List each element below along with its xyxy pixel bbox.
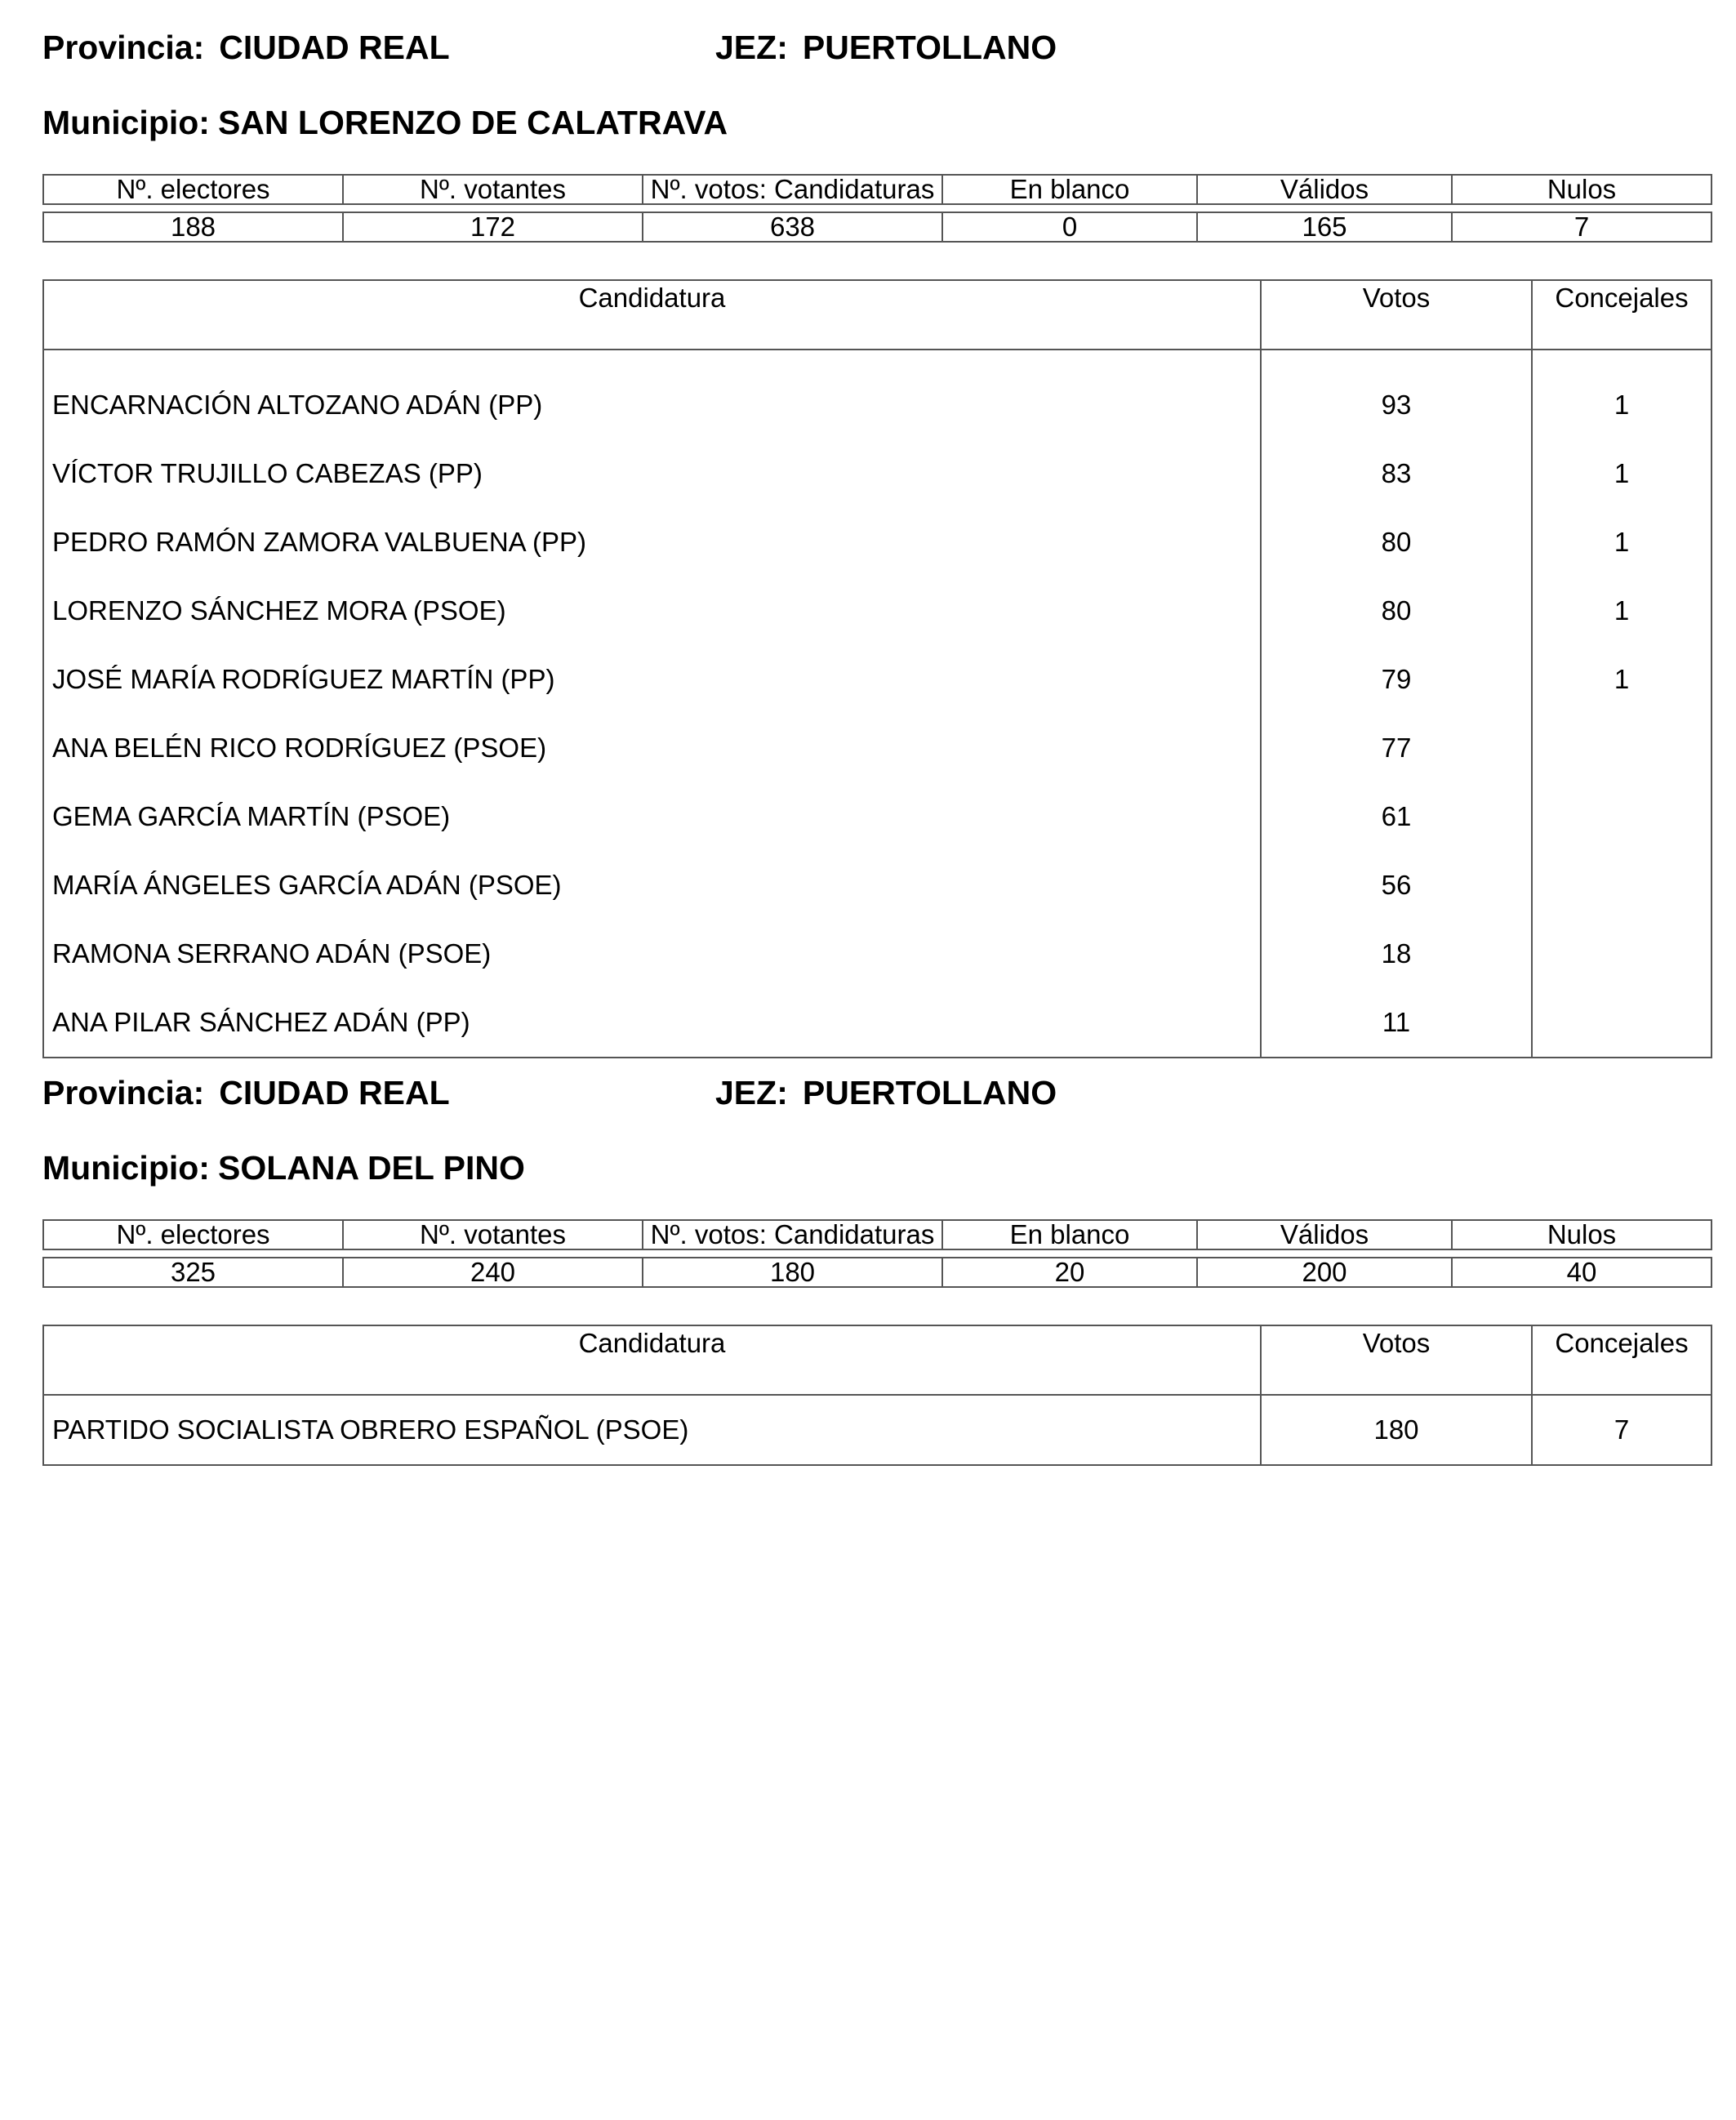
candidate-name: RAMONA SERRANO ADÁN (PSOE) — [43, 920, 1261, 988]
jez-label: JEZ: — [715, 29, 788, 66]
header-votos: Votos — [1261, 280, 1532, 350]
header-electores: Nº. electores — [43, 1220, 343, 1249]
header-votantes: Nº. votantes — [343, 1220, 643, 1249]
table-row — [43, 645, 1712, 714]
candidate-name: JOSÉ MARÍA RODRÍGUEZ MARTÍN (PP) — [43, 645, 1261, 714]
jez-label: JEZ: — [715, 1074, 788, 1111]
jez-line — [715, 1072, 1057, 1113]
candidate-concejales: 1 — [1614, 527, 1630, 557]
candidates-table — [42, 1325, 1712, 1466]
candidates-header-row — [43, 1325, 1712, 1395]
municipio-value: SOLANA DEL PINO — [217, 1149, 525, 1187]
candidate-votes: 56 — [1261, 851, 1532, 920]
header-candidatura: Candidatura — [43, 280, 1261, 350]
jez-value: PUERTOLLANO — [802, 1074, 1057, 1111]
summary-header-row — [43, 175, 1712, 204]
value-nulos: 40 — [1452, 1258, 1712, 1287]
candidate-votes: 61 — [1261, 782, 1532, 851]
provincia-value: CIUDAD REAL — [219, 29, 450, 66]
municipio-value: SAN LORENZO DE CALATRAVA — [217, 104, 728, 141]
header-votos: Votos — [1261, 1325, 1532, 1395]
table-row — [43, 714, 1712, 782]
value-electores: 188 — [43, 212, 343, 242]
provincia-value: CIUDAD REAL — [219, 1074, 450, 1111]
value-en-blanco: 0 — [942, 212, 1197, 242]
table-row — [43, 1395, 1712, 1465]
municipio-label: Municipio: — [42, 104, 210, 141]
header-concejales: Concejales — [1532, 280, 1712, 350]
header-votos-candidaturas: Nº. votos: Candidaturas — [643, 1220, 942, 1249]
header-validos: Válidos — [1197, 175, 1452, 204]
value-votos-candidaturas: 180 — [643, 1258, 942, 1287]
candidate-concejales — [1532, 988, 1712, 1058]
table-row — [43, 782, 1712, 851]
header-nulos: Nulos — [1452, 175, 1712, 204]
candidate-concejales: 1 — [1614, 595, 1630, 626]
value-electores: 325 — [43, 1258, 343, 1287]
table-row — [43, 851, 1712, 920]
candidate-votes: 79 — [1261, 645, 1532, 714]
table-row — [43, 350, 1712, 439]
candidate-concejales — [1532, 782, 1712, 851]
value-votantes: 240 — [343, 1258, 643, 1287]
value-validos: 200 — [1197, 1258, 1452, 1287]
summary-header-row — [43, 1220, 1712, 1249]
header-en-blanco: En blanco — [942, 1220, 1197, 1249]
provincia-label: Provincia: — [42, 29, 205, 66]
candidate-votes: 11 — [1261, 988, 1532, 1058]
candidate-name: ANA BELÉN RICO RODRÍGUEZ (PSOE) — [43, 714, 1261, 782]
provincia-line — [42, 27, 450, 68]
header-votantes: Nº. votantes — [343, 175, 643, 204]
table-row — [43, 988, 1712, 1058]
summary-table — [42, 1219, 1712, 1288]
table-row — [43, 439, 1712, 508]
candidate-name: PEDRO RAMÓN ZAMORA VALBUENA (PP) — [43, 508, 1261, 577]
candidate-name: PARTIDO SOCIALISTA OBRERO ESPAÑOL (PSOE) — [43, 1395, 1261, 1465]
header-nulos: Nulos — [1452, 1220, 1712, 1249]
candidate-votes: 180 — [1261, 1395, 1532, 1465]
provincia-label: Provincia: — [42, 1074, 205, 1111]
summary-value-row — [43, 212, 1712, 242]
value-nulos: 7 — [1452, 212, 1712, 242]
header-validos: Válidos — [1197, 1220, 1452, 1249]
municipio-line — [42, 1147, 525, 1188]
header-concejales: Concejales — [1532, 1325, 1712, 1395]
table-row — [43, 920, 1712, 988]
candidate-name: ANA PILAR SÁNCHEZ ADÁN (PP) — [43, 988, 1261, 1058]
candidate-concejales: 1 — [1614, 664, 1630, 694]
candidate-concejales — [1532, 714, 1712, 782]
candidate-votes: 77 — [1261, 714, 1532, 782]
candidate-name: VÍCTOR TRUJILLO CABEZAS (PP) — [43, 439, 1261, 508]
candidate-name: ENCARNACIÓN ALTOZANO ADÁN (PP) — [43, 350, 1261, 439]
candidates-table — [42, 279, 1712, 1058]
candidate-votes: 80 — [1261, 577, 1532, 645]
summary-value-row — [43, 1258, 1712, 1287]
candidate-votes: 18 — [1261, 920, 1532, 988]
candidate-concejales: 1 — [1614, 458, 1630, 488]
candidate-concejales — [1532, 851, 1712, 920]
table-row — [43, 508, 1712, 577]
summary-table — [42, 174, 1712, 243]
candidate-votes: 80 — [1261, 508, 1532, 577]
candidate-name: MARÍA ÁNGELES GARCÍA ADÁN (PSOE) — [43, 851, 1261, 920]
value-votantes: 172 — [343, 212, 643, 242]
candidate-votes: 93 — [1261, 350, 1532, 439]
candidate-concejales: 1 — [1614, 390, 1630, 420]
header-votos-candidaturas: Nº. votos: Candidaturas — [643, 175, 942, 204]
candidate-name: GEMA GARCÍA MARTÍN (PSOE) — [43, 782, 1261, 851]
header-en-blanco: En blanco — [942, 175, 1197, 204]
value-validos: 165 — [1197, 212, 1452, 242]
candidate-votes: 83 — [1261, 439, 1532, 508]
candidate-concejales — [1532, 920, 1712, 988]
header-electores: Nº. electores — [43, 175, 343, 204]
candidate-name: LORENZO SÁNCHEZ MORA (PSOE) — [43, 577, 1261, 645]
value-en-blanco: 20 — [942, 1258, 1197, 1287]
header-candidatura: Candidatura — [43, 1325, 1261, 1395]
jez-value: PUERTOLLANO — [802, 29, 1057, 66]
municipio-label: Municipio: — [42, 1149, 210, 1187]
candidates-header-row — [43, 280, 1712, 350]
municipio-line — [42, 102, 728, 143]
table-row — [43, 577, 1712, 645]
provincia-line — [42, 1072, 450, 1113]
jez-line — [715, 27, 1057, 68]
value-votos-candidaturas: 638 — [643, 212, 942, 242]
candidate-concejales: 7 — [1614, 1414, 1630, 1445]
